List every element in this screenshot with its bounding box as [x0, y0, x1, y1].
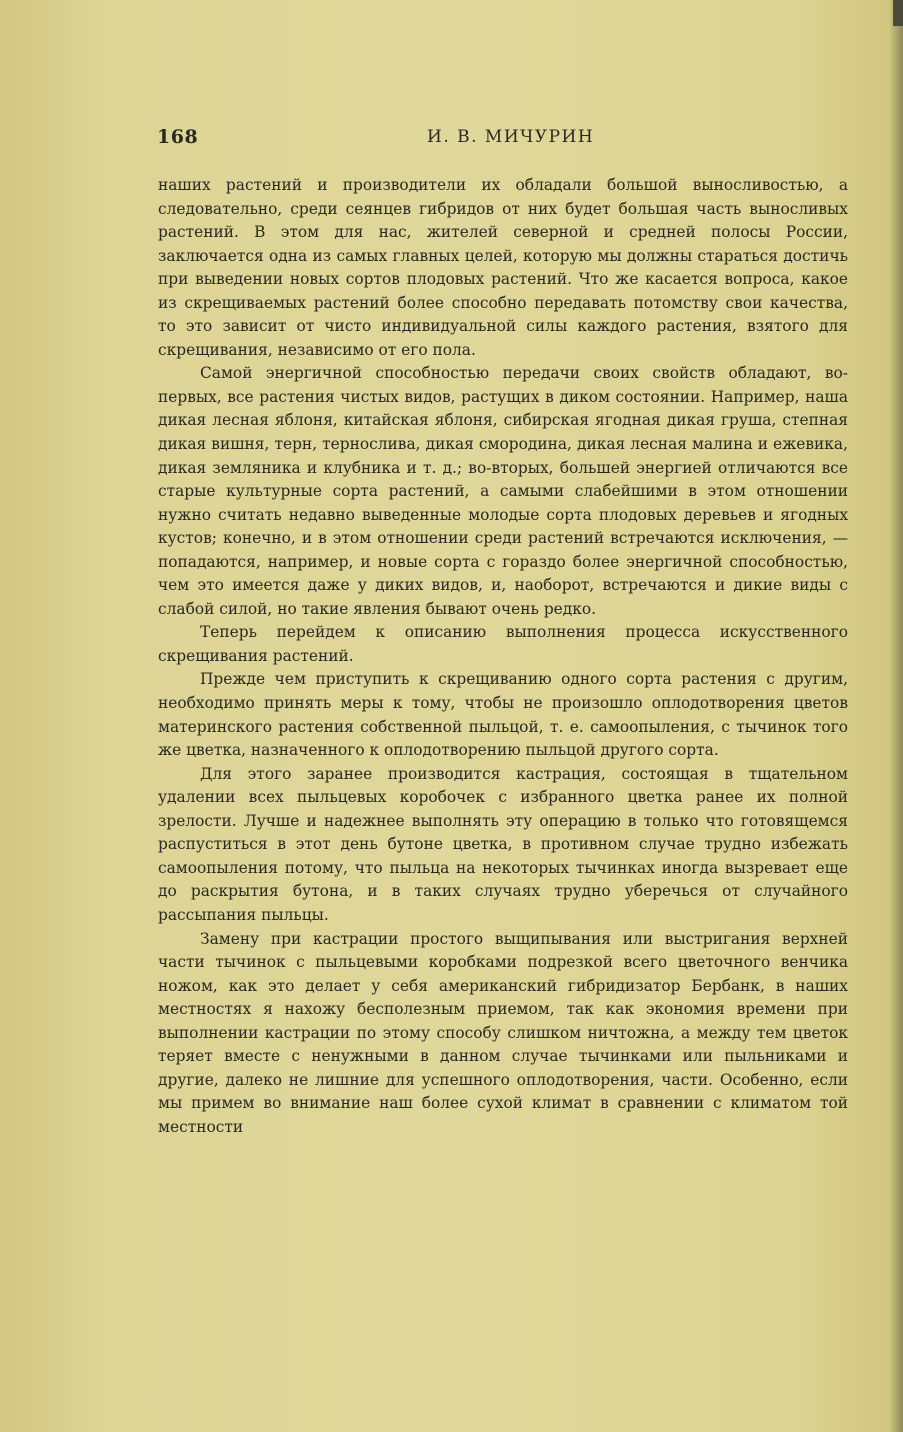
paragraph-5: Для этого заранее производится кастрация, состоящая в тщательном удалении всех пыльцевых коробочек с избранного цветка ранее их полной зрелости. Лучше и надежнее выполнять эту операцию в только что готовящемся распуститься в этот день бутоне цветка, в противном случае трудно избежать самоопыления потому, что пыльца на некоторых тычинках иногда вызревает еще до раскрытия бутона, и в таких случаях трудно уберечься от случайного рассыпания пыльцы.: [158, 764, 848, 924]
paragraph-6: Замену при кастрации простого выщипывания или выстригания верхней части тычинок с пыльцевыми коробками подрезкой всего цветочного венчика ножом, как это делает у себя американский гибридизатор Бербанк, в наших местностях я нахожу бесполезным приемом, так как экономия времени при выполнении кастрации по этому способу слишком ничтожна, а между тем цветок теряет вместе с ненужными в данном случае тычинками или пыльниками и другие, далеко не лишние для успешного оплодотворения, части. Особенно, если мы примем во внимание наш более сухой климат в сравнении с климатом той местности: [158, 929, 848, 1136]
running-head-author: И. В. МИЧУРИН: [427, 127, 595, 147]
paragraph-2: Самой энергичной способностью передачи своих свойств обладают, во-первых, все растения чистых видов, растущих в диком состоянии. Например, наша дикая лесная яблоня, китайская яблоня, сибирская ягодная дикая груша, степная дикая вишня, терн, тернослива, дикая смородина, дикая лесная малина и ежевика, дикая земляника и клубника и т. д.; во-вторых, большей энергией отличаются все старые культурные сорта растений, а самыми слабейшими в этом отношении нужно считать недавно выведенные молодые сорта плодовых деревьев и ягодных кустов; конечно, и в этом отношении среди растений встречаются исключения, — попадаются, например, и новые сорта с гораздо более энергичной способностью, чем это имеется даже у диких видов, и, наоборот, встречаются и дикие виды с слабой силой, но такие явления бывают очень редко.: [158, 364, 848, 618]
body-text: [158, 174, 848, 1139]
paragraph-1: наших растений и производители их обладали большой выносливостью, а следовательно, среди сеянцев гибридов от них будет большая часть выносливых растений. В этом для нас, жителей северной и средней полосы России, заключается одна из самых главных целей, которую мы должны стараться достичь при выведении новых сортов плодовых растений. Что же касается вопроса, какое из скрещиваемых растений более способно передавать потомству свои качества, то это зависит от чисто индивидуальной силы каждого растения, взятого для скрещивания, независимо от его пола.: [158, 176, 848, 359]
page-number: 168: [157, 126, 199, 148]
page-header: [157, 126, 847, 154]
page-edge-shadow: [889, 0, 903, 1432]
paragraph-3: Теперь перейдем к описанию выполнения процесса искусственного скрещивания растений.: [158, 623, 848, 665]
paragraph-4: Прежде чем приступить к скрещиванию одного сорта растения с другим, необходимо принять меры к тому, чтобы не произошло оплодотворения цветов материнского растения собственной пыльцой, т. е. самоопыления, с тычинок того же цветка, назначенного к оплодотворению пыльцой другого сорта.: [158, 670, 848, 760]
page-corner-mark: [893, 0, 903, 26]
